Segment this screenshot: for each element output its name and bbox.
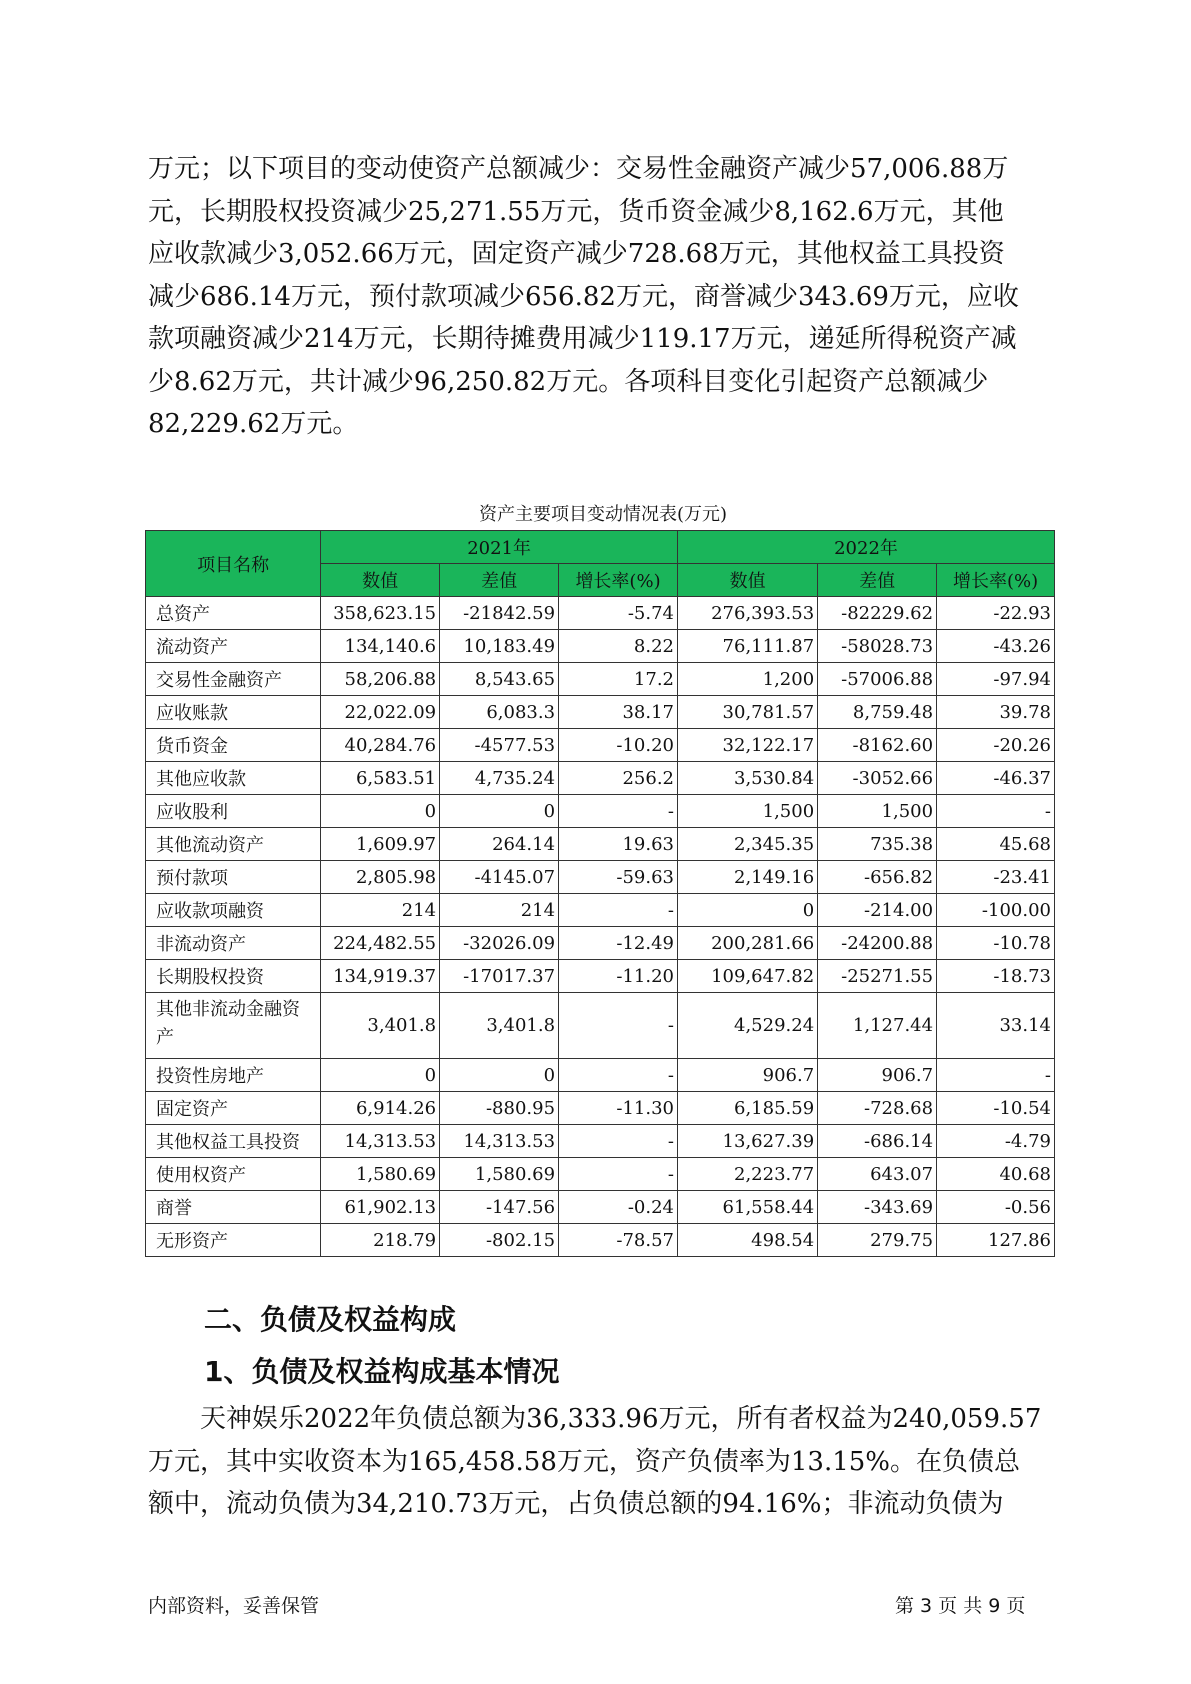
table-cell-value: 40,284.76 [321,729,440,762]
table-cell-value: -32026.09 [440,927,559,960]
table-cell-value: -728.68 [818,1092,937,1125]
table-cell-value: 127.86 [937,1224,1055,1257]
table-cell-value: 200,281.66 [678,927,818,960]
table-cell-value: 358,623.15 [321,597,440,630]
paragraph-asset-decrease [148,148,1058,446]
table-cell-value: -880.95 [440,1092,559,1125]
table-cell-value: -43.26 [937,630,1055,663]
table-row [146,828,1055,861]
table-cell-value: 0 [321,795,440,828]
paragraph-line: 万元；以下项目的变动使资产总额减少：交易性金融资产减少57,006.88万 [148,154,1009,184]
table-cell-value: 45.68 [937,828,1055,861]
table-cell-value: -8162.60 [818,729,937,762]
table-row [146,663,1055,696]
table-cell-value: -57006.88 [818,663,937,696]
header-value-2021: 数值 [321,564,440,597]
table-cell-value: -5.74 [559,597,678,630]
table-cell-value: 1,500 [818,795,937,828]
header-diff-2022: 差值 [818,564,937,597]
table-cell-value: -343.69 [818,1191,937,1224]
table-cell-value: -0.24 [559,1191,678,1224]
footer-page-number: 第 3 页 共 9 页 [895,1595,1026,1617]
table-cell-value: 13,627.39 [678,1125,818,1158]
header-year-2022: 2022年 [678,531,1055,564]
table-cell-value: 276,393.53 [678,597,818,630]
table-cell-value: 498.54 [678,1224,818,1257]
table-cell-value: -24200.88 [818,927,937,960]
table-cell-value: 134,140.6 [321,630,440,663]
table-cell-value: 6,914.26 [321,1092,440,1125]
table-row [146,795,1055,828]
section-heading: 二、负债及权益构成 [204,1303,457,1336]
table-row [146,597,1055,630]
table-cell-value: 0 [440,1059,559,1092]
table-cell-value: -25271.55 [818,960,937,993]
table-cell-item: 固定资产 [146,1092,321,1125]
table-cell-value: 6,083.3 [440,696,559,729]
table-cell-value: 109,647.82 [678,960,818,993]
table-cell-value: 58,206.88 [321,663,440,696]
table-cell-value: 10,183.49 [440,630,559,663]
table-cell-value: - [937,1059,1055,1092]
table-row [146,861,1055,894]
paragraph-line: 万元，其中实收资本为165,458.58万元，资产负债率为13.15%。在负债总 [148,1446,1021,1477]
table-cell-value: 22,022.09 [321,696,440,729]
table-cell-value: -4577.53 [440,729,559,762]
paragraph-line: 额中，流动负债为34,210.73万元，占负债总额的94.16%；非流动负债为 [148,1489,1004,1519]
table-row [146,696,1055,729]
table-cell-value: -11.30 [559,1092,678,1125]
table-cell-value: 1,500 [678,795,818,828]
table-cell-value: -11.20 [559,960,678,993]
table-cell-value: -802.15 [440,1224,559,1257]
table-cell-item: 商誉 [146,1191,321,1224]
table-cell-value: -97.94 [937,663,1055,696]
header-year-2021: 2021年 [321,531,678,564]
table-row [146,1059,1055,1092]
table-cell-value: -4145.07 [440,861,559,894]
table-cell-item: 交易性金融资产 [146,663,321,696]
table-cell-value: 1,580.69 [321,1158,440,1191]
table-cell-value: - [559,894,678,927]
table-cell-value: 4,735.24 [440,762,559,795]
table-cell-item: 非流动资产 [146,927,321,960]
table-cell-item: 其他非流动金融资产 [146,993,321,1059]
table-cell-value: -686.14 [818,1125,937,1158]
table-row [146,1224,1055,1257]
table-cell-value: 8.22 [559,630,678,663]
table-cell-value: 39.78 [937,696,1055,729]
paragraph-line: 应收款减少3,052.66万元，固定资产减少728.68万元，其他权益工具投资 [148,239,1005,269]
header-growth-2021: 增长率(%) [559,564,678,597]
table-cell-value: 2,345.35 [678,828,818,861]
table-cell-value: -20.26 [937,729,1055,762]
subsection-heading: 1、负债及权益构成基本情况 [204,1355,560,1388]
table-cell-value: 134,919.37 [321,960,440,993]
paragraph-liabilities [148,1398,1058,1526]
table-cell-value: 735.38 [818,828,937,861]
table-cell-value: -82229.62 [818,597,937,630]
table-cell-value: -12.49 [559,927,678,960]
table-row [146,1191,1055,1224]
table-cell-value: 264.14 [440,828,559,861]
table-cell-value: -4.79 [937,1125,1055,1158]
table-cell-value: 17.2 [559,663,678,696]
table-cell-item: 无形资产 [146,1224,321,1257]
table-cell-item: 货币资金 [146,729,321,762]
table-cell-value: 1,127.44 [818,993,937,1059]
table-row [146,960,1055,993]
header-diff-2021: 差值 [440,564,559,597]
table-row [146,762,1055,795]
table-cell-value: 14,313.53 [440,1125,559,1158]
table-cell-value: 279.75 [818,1224,937,1257]
table-row [146,729,1055,762]
table-cell-item: 长期股权投资 [146,960,321,993]
table-caption: 资产主要项目变动情况表(万元) [478,504,728,525]
table-cell-item: 总资产 [146,597,321,630]
table-cell-item: 流动资产 [146,630,321,663]
table-cell-value: 30,781.57 [678,696,818,729]
table-row [146,927,1055,960]
table-row [146,1125,1055,1158]
asset-change-table [145,530,1055,1257]
table-cell-value: 2,805.98 [321,861,440,894]
table-cell-value: 214 [321,894,440,927]
table-cell-value: 6,185.59 [678,1092,818,1125]
paragraph-line: 少8.62万元，共计减少96,250.82万元。各项科目变化引起资产总额减少 [148,366,989,397]
header-item-name: 项目名称 [146,531,321,597]
table-cell-value: - [559,993,678,1059]
table-cell-value: 3,401.8 [440,993,559,1059]
table-cell-value: - [559,1158,678,1191]
table-cell-value: -46.37 [937,762,1055,795]
table-cell-value: 1,580.69 [440,1158,559,1191]
table-cell-value: 214 [440,894,559,927]
table-cell-item: 投资性房地产 [146,1059,321,1092]
table-cell-value: 76,111.87 [678,630,818,663]
paragraph-line: 天神娱乐2022年负债总额为36,333.96万元，所有者权益为240,059.57 [200,1404,1042,1434]
table-cell-value: -58028.73 [818,630,937,663]
table-cell-value: 218.79 [321,1224,440,1257]
table-cell-value: 0 [678,894,818,927]
table-cell-value: 4,529.24 [678,993,818,1059]
table-cell-value: 224,482.55 [321,927,440,960]
table-cell-value: 2,149.16 [678,861,818,894]
table-cell-value: 14,313.53 [321,1125,440,1158]
table-cell-item: 其他应收款 [146,762,321,795]
table-cell-value: -10.78 [937,927,1055,960]
header-value-2022: 数值 [678,564,818,597]
table-cell-value: -10.54 [937,1092,1055,1125]
paragraph-line: 元，长期股权投资减少25,271.55万元，货币资金减少8,162.6万元，其他 [148,196,1004,227]
table-cell-value: 38.17 [559,696,678,729]
footer-confidential: 内部资料，妥善保管 [148,1595,320,1617]
table-cell-value: 8,543.65 [440,663,559,696]
table-row [146,1092,1055,1125]
table-cell-value: 1,200 [678,663,818,696]
table-cell-value: -100.00 [937,894,1055,927]
table-cell-value: 3,530.84 [678,762,818,795]
table-body [146,597,1055,1257]
table-row [146,894,1055,927]
table-cell-item: 应收账款 [146,696,321,729]
header-growth-2022: 增长率(%) [937,564,1055,597]
table-cell-value: -18.73 [937,960,1055,993]
table-cell-value: - [559,1125,678,1158]
paragraph-line: 82,229.62万元。 [148,409,359,439]
table-cell-value: 40.68 [937,1158,1055,1191]
table-cell-value: 32,122.17 [678,729,818,762]
table-cell-value: 19.63 [559,828,678,861]
table-row [146,993,1055,1059]
table-cell-value: 643.07 [818,1158,937,1191]
table-cell-value: - [559,1059,678,1092]
table-cell-value: - [937,795,1055,828]
table-cell-value: 33.14 [937,993,1055,1059]
table-cell-value: 2,223.77 [678,1158,818,1191]
table-cell-value: 8,759.48 [818,696,937,729]
table-cell-item: 其他权益工具投资 [146,1125,321,1158]
table-cell-value: 0 [321,1059,440,1092]
paragraph-line: 减少686.14万元，预付款项减少656.82万元，商誉减少343.69万元，应收 [148,281,1019,312]
table-cell-value: 906.7 [678,1059,818,1092]
table-cell-value: -10.20 [559,729,678,762]
table-cell-value: -3052.66 [818,762,937,795]
table-cell-value: -147.56 [440,1191,559,1224]
table-cell-item: 使用权资产 [146,1158,321,1191]
table-cell-item: 应收款项融资 [146,894,321,927]
table-cell-value: 3,401.8 [321,993,440,1059]
table-cell-value: 906.7 [818,1059,937,1092]
table-cell-value: -0.56 [937,1191,1055,1224]
table-cell-value: 256.2 [559,762,678,795]
table-cell-value: -59.63 [559,861,678,894]
table-cell-value: -78.57 [559,1224,678,1257]
table-cell-value: -21842.59 [440,597,559,630]
table-cell-value: 1,609.97 [321,828,440,861]
table-cell-value: -17017.37 [440,960,559,993]
paragraph-line: 款项融资减少214万元，长期待摊费用减少119.17万元，递延所得税资产减 [148,324,1017,354]
table-cell-value: -23.41 [937,861,1055,894]
table-cell-value: 61,902.13 [321,1191,440,1224]
table-cell-value: -656.82 [818,861,937,894]
table-cell-item: 应收股利 [146,795,321,828]
table-cell-item: 其他流动资产 [146,828,321,861]
table-row [146,1158,1055,1191]
table-cell-value: - [559,795,678,828]
table-cell-value: -214.00 [818,894,937,927]
table-cell-item: 预付款项 [146,861,321,894]
table-row [146,630,1055,663]
table-cell-value: 61,558.44 [678,1191,818,1224]
table-cell-value: 6,583.51 [321,762,440,795]
table-cell-value: -22.93 [937,597,1055,630]
table-cell-value: 0 [440,795,559,828]
